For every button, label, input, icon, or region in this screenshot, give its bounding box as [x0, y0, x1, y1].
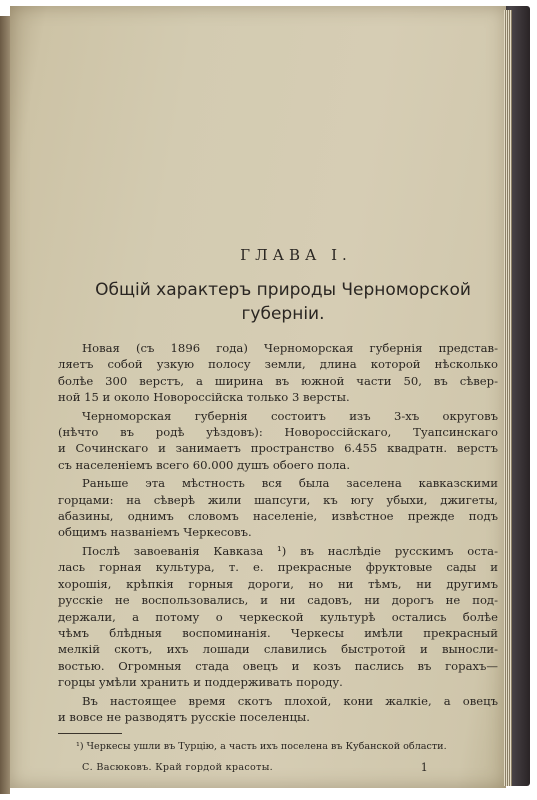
text-line: востью. Огромныя стада овецъ и козъ паслись въ горахъ— [58, 658, 498, 673]
text-line: и вовсе не разводятъ русскіе поселенцы. [58, 709, 310, 724]
text-line: абазины, однимъ словомъ населеніе, извѣстное прежде подъ [58, 509, 498, 524]
page-footer [58, 761, 498, 774]
text-line: общимъ названіемъ Черкесовъ. [58, 525, 252, 540]
chapter-title-line: губерніи. [241, 304, 325, 324]
text-line: Въ настоящее время скотъ плохой, кони жалкіе, а овецъ [82, 693, 498, 708]
text-line: болѣе 300 верстъ, а ширина въ южной части 50, въ сѣвер- [58, 373, 498, 388]
text-line: лась горная культура, т. е. прекрасные фруктовые сады и [58, 560, 498, 575]
paragraph-5 [58, 693, 498, 726]
footnote: ¹) Черкесы ушли въ Турцію, а часть ихъ поселена въ Кубанской области. [76, 741, 447, 753]
page-edges [504, 10, 512, 786]
text-line: (нѣчто въ родѣ уѣздовъ): Новороссійскаго, Туапсинскаго [58, 425, 498, 440]
text-line: Послѣ завоеванія Кавказа ¹) въ наслѣдіе русскимъ оста- [82, 543, 498, 558]
text-line: хорошія, крѣпкія горныя дороги, но ни тѣмъ, ни другимъ [58, 576, 498, 591]
text-line: Раньше эта мѣстность вся была заселена кавказскими [82, 476, 498, 491]
text-line: и Сочинскаго и занимаетъ пространство 6.455 квадратн. верстъ [58, 441, 498, 456]
chapter-heading: ГЛАВА I. [240, 246, 352, 264]
footer-signature: С. Васюковъ. Край гордой красоты. [82, 762, 274, 774]
paragraph-3 [58, 475, 498, 541]
footnote-divider [58, 733, 122, 734]
paragraph-2 [58, 408, 498, 474]
paragraph-1 [58, 340, 498, 406]
text-line: горцами: на сѣверѣ жили шапсуги, къ югу убыхи, джигеты, [58, 492, 498, 507]
text-line: мелкій скотъ, ихъ лошади славились быстротой и выносли- [58, 642, 498, 657]
chapter-title-line: Общій характеръ природы Черноморской [95, 280, 471, 300]
chapter-title [68, 278, 498, 326]
text-line: Черноморская губернія состоитъ изъ 3-хъ округовъ [82, 408, 498, 423]
left-cover-edge [0, 16, 10, 794]
page-content [58, 246, 498, 774]
book-page [10, 6, 506, 788]
page-number: 1 [420, 761, 428, 775]
text-line: ной 15 и около Новороссійска только 3 версты. [58, 390, 350, 405]
text-line: горцы умѣли хранить и поддерживать породу. [58, 675, 343, 690]
text-line: Новая (съ 1896 года) Черноморская губернія представ- [82, 341, 498, 355]
text-line: чѣмъ блѣдныя воспоминанія. Черкесы имѣли прекрасный [58, 625, 498, 640]
text-line: держали, а потому о черкеской культурѣ остались болѣе [58, 609, 498, 624]
text-line: русскіе не воспользовались, и ни садовъ, ни дорогъ не под- [58, 593, 498, 608]
text-line: съ населеніемъ всего 60.000 душъ обоего пола. [58, 457, 351, 472]
text-line: ляетъ собой узкую полосу земли, длина которой нѣсколько [58, 357, 498, 372]
paragraph-4 [58, 543, 498, 691]
